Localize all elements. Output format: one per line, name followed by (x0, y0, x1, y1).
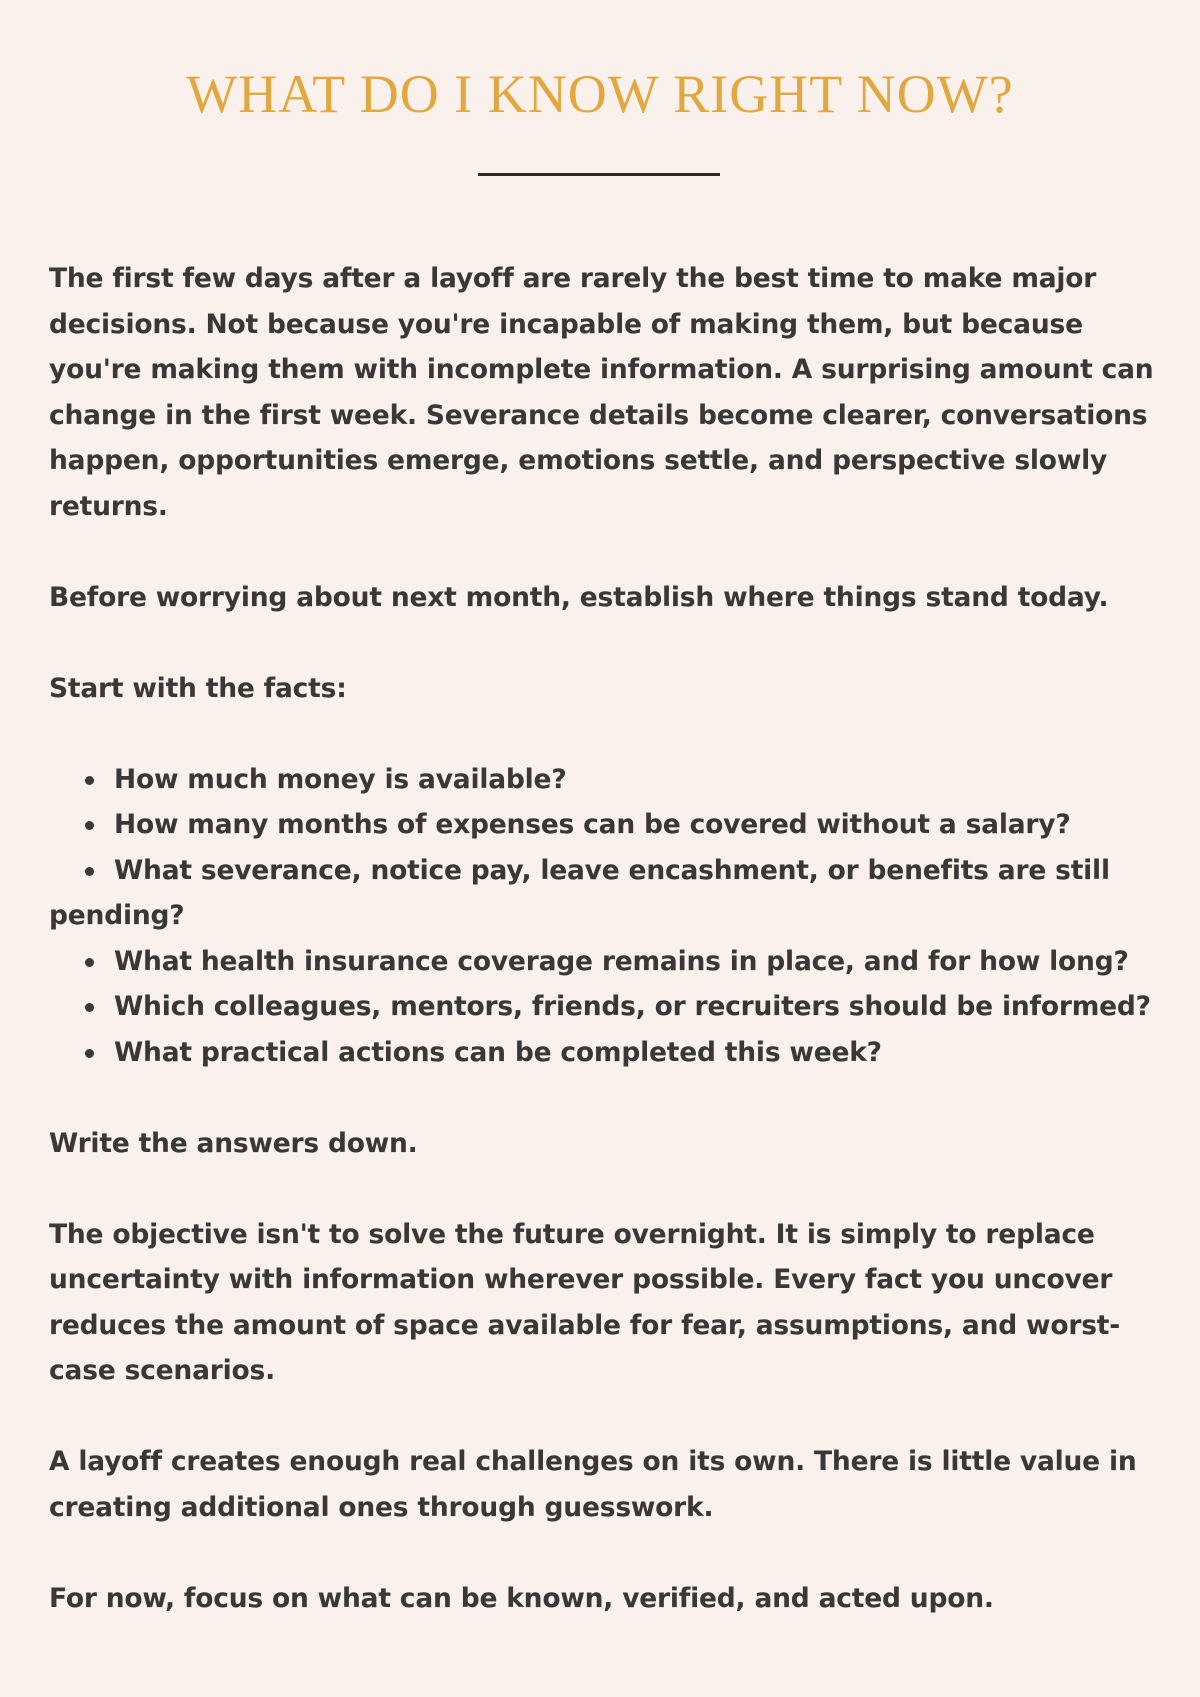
facts-lead: Start with the facts: (49, 672, 347, 704)
document-body (49, 256, 1179, 1667)
write-down-paragraph: Write the answers down. (49, 1127, 418, 1159)
title-divider (478, 173, 720, 176)
list-item: What severance, notice pay, leave encashment, or benefits are still pending? (49, 848, 1179, 939)
objective-paragraph: The objective isn't to solve the future overnight. It is simply to replace uncertainty with information wherever possible. Every fact you uncover reduces the amount of space available for fear, assumptions, and worst-case scenarios. (49, 1218, 1121, 1386)
list-item: What health insurance coverage remains in place, and for how long? (49, 939, 1179, 985)
list-item: How many months of expenses can be covered without a salary? (49, 802, 1179, 848)
facts-list (49, 757, 1179, 1076)
page-title: WHAT DO I KNOW RIGHT NOW? (186, 64, 1014, 124)
intro-paragraph: The first few days after a layoff are rarely the best time to make major decisions. Not because you're incapable of making them, but because you're making them with incomplete information. A surprising amount can change in the first week. Severance details become clearer, conversations happen, opportunities emerge, emotions settle, and perspective slowly returns. (49, 263, 1154, 522)
closing-paragraph: For now, focus on what can be known, verified, and acted upon. (49, 1582, 994, 1614)
list-item: What practical actions can be completed this week? (49, 1030, 1179, 1076)
list-item: How much money is available? (49, 757, 1179, 803)
before-paragraph: Before worrying about next month, establish where things stand today. (49, 581, 1109, 613)
challenges-paragraph: A layoff creates enough real challenges on its own. There is little value in creating additional ones through guesswork. (49, 1446, 1137, 1523)
list-item: Which colleagues, mentors, friends, or recruiters should be informed? (49, 984, 1179, 1030)
